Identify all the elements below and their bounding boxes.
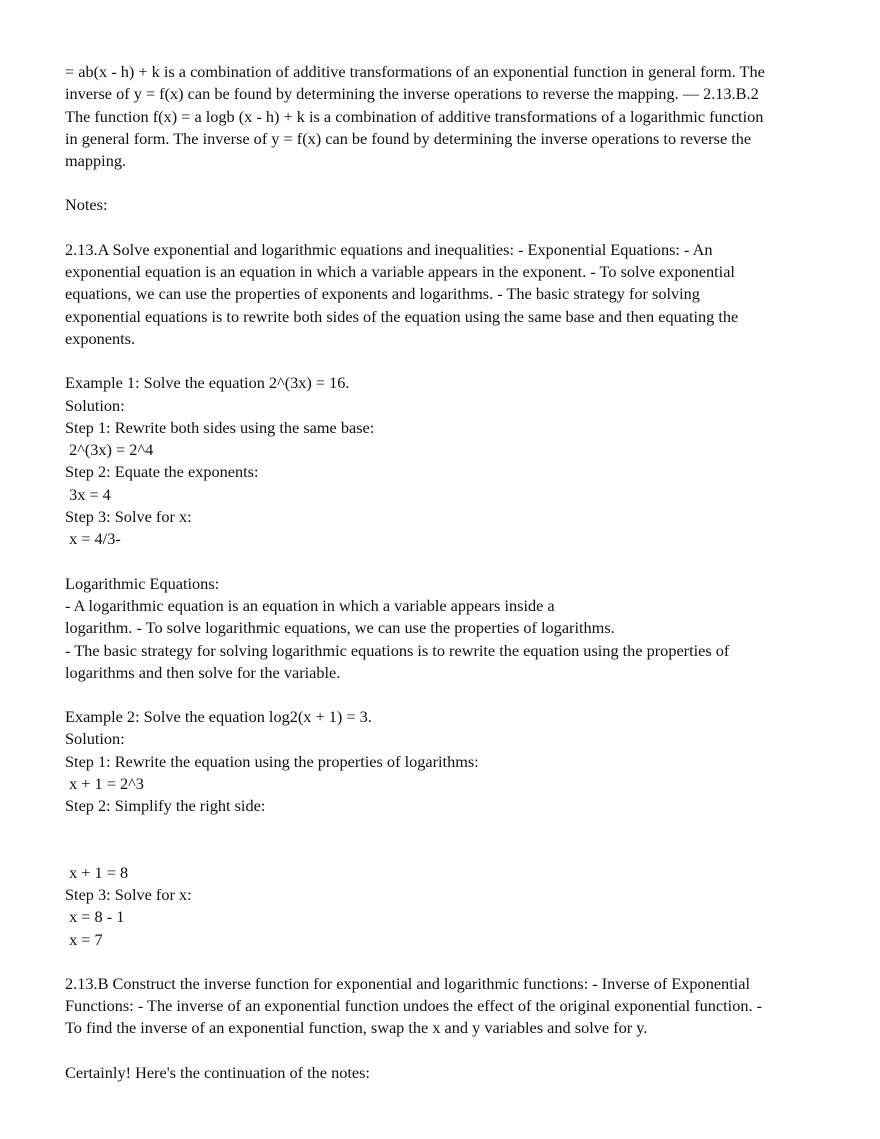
text-line: = ab(x - h) + k is a combination of additive transformations of an exponential function in general form. The xyxy=(65,62,765,81)
text-line: mapping. xyxy=(65,151,127,171)
text-line: Certainly! Here's the continuation of the notes: xyxy=(65,1062,370,1082)
example-2-continued xyxy=(65,862,825,951)
equation-line: x + 1 = 8 xyxy=(65,862,129,882)
notes-label xyxy=(65,194,825,216)
text-line: Step 1: Rewrite both sides using the same base: xyxy=(65,417,375,437)
text-line: 2.13.A Solve exponential and logarithmic equations and inequalities: - Exponential Equations: - An xyxy=(65,239,713,259)
text-line: exponents. xyxy=(65,328,136,348)
text-line: logarithm. - To solve logarithmic equations, we can use the properties of logarithms. xyxy=(65,618,615,638)
text-line: Step 3: Solve for x: xyxy=(65,507,192,527)
equation-line: x = 7 xyxy=(65,929,103,949)
section-2-13-a xyxy=(65,239,825,350)
example-2 xyxy=(65,706,825,951)
text-line: Step 1: Rewrite the equation using the properties of logarithms: xyxy=(65,751,479,771)
text-line: - A logarithmic equation is an equation in which a variable appears inside a xyxy=(65,595,555,615)
text-line: Step 3: Solve for x: xyxy=(65,884,192,904)
text-line: in general form. The inverse of y = f(x) can be found by determining the inverse operations to reverse the xyxy=(65,128,752,148)
equation-line: 3x = 4 xyxy=(65,484,111,504)
section-heading: Logarithmic Equations: xyxy=(65,573,220,593)
example-1-title: Example 1: Solve the equation 2^(3x) = 16. xyxy=(65,373,350,393)
closing-line xyxy=(65,1062,825,1084)
notes-heading: Notes: xyxy=(65,195,108,215)
text-line: inverse of y = f(x) can be found by determining the inverse operations to reverse the mapping. — 2.13.B.2 xyxy=(65,84,759,104)
example-2-title: Example 2: Solve the equation log2(x + 1) = 3. xyxy=(65,707,372,727)
equation-line: x = 8 - 1 xyxy=(65,907,125,927)
text-line: To find the inverse of an exponential function, swap the x and y variables and solve for y. xyxy=(65,1018,648,1038)
blank-space xyxy=(65,818,825,862)
text-line: Solution: xyxy=(65,395,125,415)
equation-line: x = 4/3- xyxy=(65,529,121,549)
equation-line: 2^(3x) = 2^4 xyxy=(65,440,154,460)
equation-line: x + 1 = 2^3 xyxy=(65,774,144,794)
logarithmic-equations xyxy=(65,573,825,684)
example-1 xyxy=(65,372,825,550)
text-line: - The basic strategy for solving logarithmic equations is to rewrite the equation using the properties of xyxy=(65,640,730,660)
text-line: Step 2: Equate the exponents: xyxy=(65,462,259,482)
text-line: Solution: xyxy=(65,729,125,749)
text-line: Step 2: Simplify the right side: xyxy=(65,796,266,816)
section-2-13-b xyxy=(65,973,825,1040)
text-line: 2.13.B Construct the inverse function for exponential and logarithmic functions: - Inverse of Exponential xyxy=(65,973,750,993)
text-line: exponential equation is an equation in which a variable appears in the exponent. - To solve exponential xyxy=(65,262,735,282)
text-line: exponential equations is to rewrite both sides of the equation using the same base and then equating the xyxy=(65,306,739,326)
intro-paragraph xyxy=(65,61,825,172)
text-line: logarithms and then solve for the variable. xyxy=(65,662,341,682)
text-line: Functions: - The inverse of an exponential function undoes the effect of the original exponential function. - xyxy=(65,996,763,1016)
document-page xyxy=(65,61,825,1106)
text-line: The function f(x) = a logb (x - h) + k is a combination of additive transformations of a logarithmic function xyxy=(65,106,764,126)
text-line: equations, we can use the properties of exponents and logarithms. - The basic strategy for solving xyxy=(65,284,700,304)
